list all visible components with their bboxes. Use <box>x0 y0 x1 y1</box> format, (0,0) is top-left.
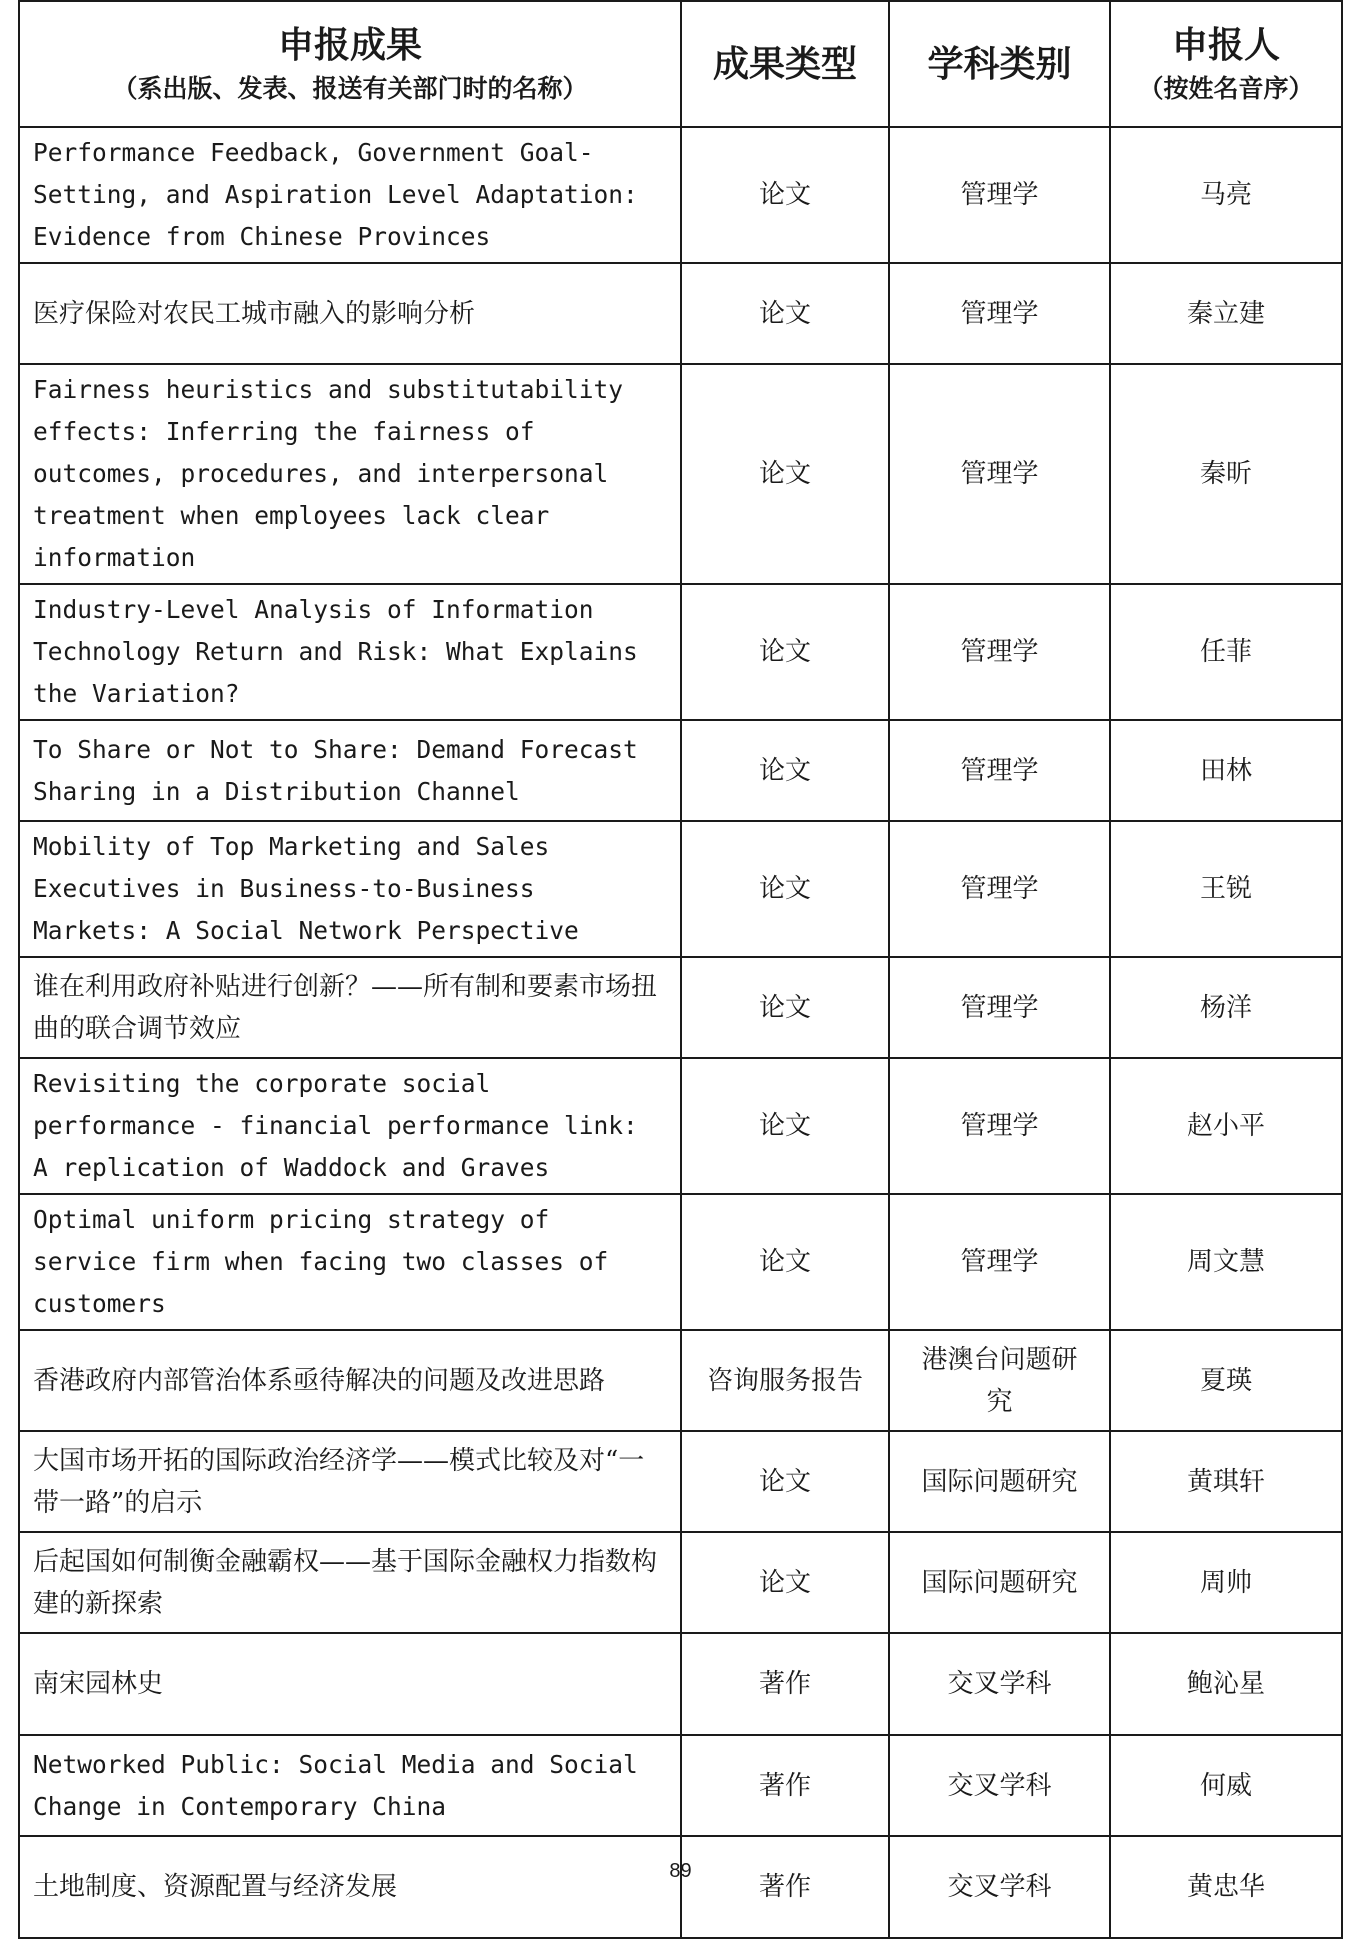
achievement-title: Networked Public: Social Media and Social Change in Contemporary China <box>19 1735 681 1836</box>
table-row <box>19 1330 1342 1431</box>
achievement-title: Industry-Level Analysis of Information Technology Return and Risk: What Explains the Variation? <box>19 584 681 720</box>
subject-category: 管理学 <box>889 957 1110 1058</box>
subject-category: 管理学 <box>889 720 1110 821</box>
subject-category: 交叉学科 <box>889 1633 1110 1735</box>
applicant-name: 黄忠华 <box>1110 1836 1342 1938</box>
header-subject <box>889 1 1110 127</box>
table-row <box>19 263 1342 364</box>
subject-category: 管理学 <box>889 263 1110 364</box>
achievement-title: Performance Feedback, Government Goal-Setting, and Aspiration Level Adaptation: Evidence from Chinese Provinces <box>19 127 681 263</box>
header-type-label: 成果类型 <box>712 43 857 85</box>
achievement-type: 论文 <box>681 957 889 1058</box>
achievement-title: 医疗保险对农民工城市融入的影响分析 <box>19 263 681 364</box>
table-row <box>19 1836 1342 1938</box>
applicant-name: 马亮 <box>1110 127 1342 263</box>
achievement-type: 论文 <box>681 821 889 957</box>
header-achievement <box>19 1 681 127</box>
applicant-name: 任菲 <box>1110 584 1342 720</box>
applicant-name: 杨洋 <box>1110 957 1342 1058</box>
subject-category: 管理学 <box>889 584 1110 720</box>
header-achievement-title: 申报成果 <box>277 24 422 66</box>
subject-category: 管理学 <box>889 364 1110 584</box>
table-row <box>19 127 1342 263</box>
table-row <box>19 1058 1342 1194</box>
header-type <box>681 1 889 127</box>
achievement-title: Optimal uniform pricing strategy of service firm when facing two classes of customers <box>19 1194 681 1330</box>
subject-category: 管理学 <box>889 821 1110 957</box>
achievement-title: 后起国如何制衡金融霸权——基于国际金融权力指数构建的新探索 <box>19 1532 681 1633</box>
page-number: 89 <box>669 1860 692 1882</box>
achievement-type: 论文 <box>681 1058 889 1194</box>
achievement-type: 咨询服务报告 <box>681 1330 889 1431</box>
header-applicant-note: （按姓名音序） <box>1138 74 1314 103</box>
table-row <box>19 720 1342 821</box>
table-row <box>19 1633 1342 1735</box>
subject-category: 交叉学科 <box>889 1735 1110 1836</box>
achievement-title: Mobility of Top Marketing and Sales Executives in Business-to-Business Markets: A Social Network Perspective <box>19 821 681 957</box>
table-row <box>19 364 1342 584</box>
table-row <box>19 1431 1342 1532</box>
achievement-type: 论文 <box>681 1194 889 1330</box>
subject-category: 管理学 <box>889 1194 1110 1330</box>
achievement-title: 香港政府内部管治体系亟待解决的问题及改进思路 <box>19 1330 681 1431</box>
achievement-type: 论文 <box>681 263 889 364</box>
applicant-name: 秦立建 <box>1110 263 1342 364</box>
achievement-title: Revisiting the corporate social performance - financial performance link: A replication of Waddock and Graves <box>19 1058 681 1194</box>
achievement-type: 论文 <box>681 1532 889 1633</box>
table-row <box>19 1532 1342 1633</box>
achievement-type: 论文 <box>681 127 889 263</box>
achievement-type: 论文 <box>681 364 889 584</box>
subject-category: 国际问题研究 <box>889 1532 1110 1633</box>
applicant-name: 周文慧 <box>1110 1194 1342 1330</box>
achievement-type: 论文 <box>681 584 889 720</box>
achievement-title: To Share or Not to Share: Demand Forecast Sharing in a Distribution Channel <box>19 720 681 821</box>
applicant-name: 黄琪轩 <box>1110 1431 1342 1532</box>
achievement-type: 著作 <box>681 1633 889 1735</box>
applicant-name: 秦昕 <box>1110 364 1342 584</box>
achievement-type: 著作 <box>681 1836 889 1938</box>
applicant-name: 王锐 <box>1110 821 1342 957</box>
header-row <box>19 1 1342 127</box>
header-subject-label: 学科类别 <box>927 43 1072 85</box>
header-achievement-note: （系出版、发表、报送有关部门时的名称） <box>112 74 588 103</box>
subject-category: 管理学 <box>889 1058 1110 1194</box>
subject-category: 港澳台问题研究 <box>889 1330 1110 1431</box>
subject-category: 国际问题研究 <box>889 1431 1110 1532</box>
achievement-type: 著作 <box>681 1735 889 1836</box>
achievement-title: Fairness heuristics and substitutability effects: Inferring the fairness of outcomes, procedures, and interpersonal treatment when employees lack clear information <box>19 364 681 584</box>
achievement-type: 论文 <box>681 1431 889 1532</box>
applicant-name: 周帅 <box>1110 1532 1342 1633</box>
header-applicant-title: 申报人 <box>1171 24 1280 66</box>
achievement-type: 论文 <box>681 720 889 821</box>
achievement-title: 谁在利用政府补贴进行创新？——所有制和要素市场扭曲的联合调节效应 <box>19 957 681 1058</box>
subject-category: 交叉学科 <box>889 1836 1110 1938</box>
table-row <box>19 821 1342 957</box>
applicant-name: 田林 <box>1110 720 1342 821</box>
awards-table <box>18 0 1343 1939</box>
applicant-name: 夏瑛 <box>1110 1330 1342 1431</box>
achievement-title: 大国市场开拓的国际政治经济学——模式比较及对“一带一路”的启示 <box>19 1431 681 1532</box>
table-row <box>19 584 1342 720</box>
table-row <box>19 1735 1342 1836</box>
applicant-name: 何威 <box>1110 1735 1342 1836</box>
applicant-name: 鲍沁星 <box>1110 1633 1342 1735</box>
applicant-name: 赵小平 <box>1110 1058 1342 1194</box>
subject-category: 管理学 <box>889 127 1110 263</box>
header-applicant <box>1110 1 1342 127</box>
achievement-title: 南宋园林史 <box>19 1633 681 1735</box>
achievement-title: 土地制度、资源配置与经济发展 <box>19 1836 681 1938</box>
table-row <box>19 1194 1342 1330</box>
table-row <box>19 957 1342 1058</box>
